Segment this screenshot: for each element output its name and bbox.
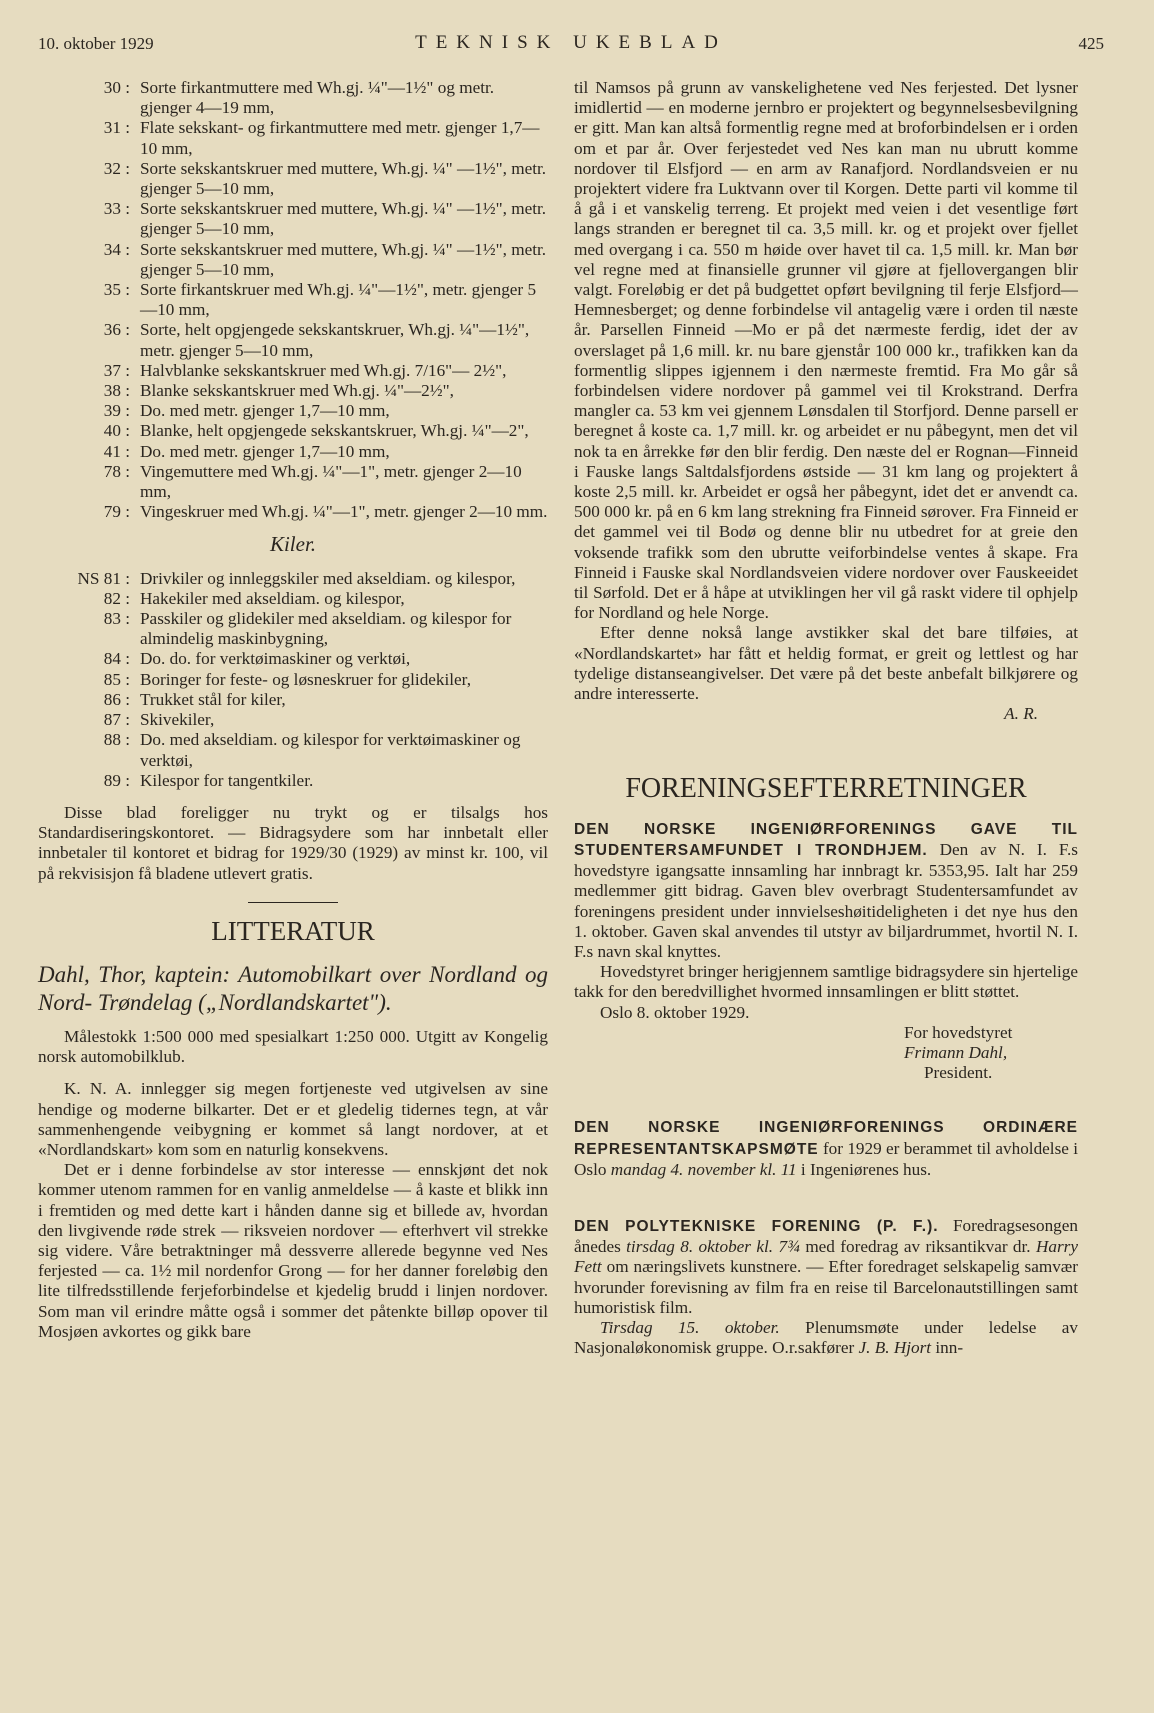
left-column — [38, 78, 548, 1342]
list-item: 88 : Do. med akseldiam. og kilespor for verktøimaskiner og verktøi, — [103, 730, 521, 770]
poly-notice-2: Tirsdag 15. oktober. Plenumsmøte under ledelse av Nasjonaløkonomisk gruppe. O.r.sakfører J. B. Hjort inn- — [574, 1317, 1079, 1358]
page-number: 425 — [1078, 34, 1104, 53]
poly-notice: DEN POLYTEKNISKE FORENING (P. F.). Foredragsesongen ånedes tirsdag 8. oktober kl. 7¾ med foredrag av riksantikvar dr. Harry Fett om næringslivets kunstnere. — Efter foredraget selskapelig samvær hvorunder forevisning av film fra en reise til Barcelonautstillingen samt humoristisk film. — [574, 1215, 1078, 1317]
list-item: 79 : Vingeskruer med Wh.gj. ¼"—1", metr. gjenger 2—10 mm. — [103, 502, 548, 522]
page-header — [38, 28, 1104, 58]
gift-signature-title: President. — [924, 1063, 993, 1083]
right-column — [574, 78, 1078, 1358]
review-signature: A. R. — [1004, 704, 1038, 724]
list-item: 86 : Trukket stål for kiler, — [103, 689, 286, 709]
list-item: 40 : Blanke, helt opgjengede sekskantskruer, Wh.gj. ¼"—2", — [103, 421, 529, 441]
review-paragraph: Efter denne nokså lange avstikker skal det bare tilføies, at «Nordlandskartet» har fått et heldig format, er greit og lettlest og har tydelige distanseangivelser. Det være på det beste anbefalt bilkjørere og andre interesserte. — [574, 623, 1078, 704]
litteratur-heading: LITTERATUR — [211, 915, 375, 946]
gift-signature-line: For hovedstyret — [904, 1022, 1013, 1042]
list-item: 34 : Sorte sekskantskruer med muttere, Wh.gj. ¼" —1½", metr. gjenger 5—10 mm, — [103, 239, 547, 279]
list-item: 37 : Halvblanke sekskantskruer med Wh.gj. 7/16"— 2½", — [103, 360, 507, 380]
scale-line: Målestokk 1:500 000 med spesialkart 1:250 000. Utgitt av Kongelig norsk automobilklub. — [38, 1026, 548, 1067]
gift-thanks: Hovedstyret bringer herigjennem samtlige bidragsydere sin hjertelige takk for den beredvillighet hvormed innsamlingen er blitt støttet. — [574, 962, 1078, 1002]
rep-heading: DEN NORSKE INGENIØRFORENINGS ORDINÆRE REPRESENTANTSKAPSMØTE — [574, 1119, 1078, 1158]
list-item: 87 : Skivekiler, — [103, 710, 215, 730]
review-paragraph: Det er i denne forbindelse av stor interesse — ennskjønt det nok kommer utenom rammen for en vanlig anmeldelse — å kaste et blikk inn i fremtiden og med dette kart i hånden danne sig et billede av, hvordan den livgivende røde strek — riksveien nordover — efterhvert vil strekke sig videre. Våre betraktninger må dessverre allerede begynne ved Nes ferjested — ca. 1½ mil nordenfor Grong — for her danner foreløbig den lite tilfredsstillende ferjeforbindelse et kjedelig brudd i linjen nordover. Som man vil erindre måtte også i sommer det påtenkte billøp opover til Mosjøen avkortes og gikk bare — [38, 1160, 548, 1341]
list-item: 82 : Hakekiler med akseldiam. og kilespor, — [103, 588, 405, 608]
list-item: 39 : Do. med metr. gjenger 1,7—10 mm, — [103, 401, 390, 421]
gift-heading: DEN NORSKE INGENIØRFORENINGS GAVE TIL STUDENTERSAMFUNDET I TRONDHJEM. — [574, 820, 1078, 859]
kiler-entries — [38, 569, 548, 791]
poly-heading: DEN POLYTEKNISKE FORENING (P. F.). — [574, 1217, 939, 1235]
publication-title: TEKNISK UKEBLAD — [415, 32, 727, 53]
gift-notice: DEN NORSKE INGENIØRFORENINGS GAVE TIL STUDENTERSAMFUNDET I TRONDHJEM. Den av N. I. F.s hovedstyre igangsatte innsamling har innbragt kr. 5353,95. Ialt har 259 medlemmer gitt bidrag. Gaven blev overbragt Studentersamfundet av foreningens president under innvielseshøitideligheten i det nye hus den 1. oktober. Gaven skal anvendes til utstyr av biljardrummet, hvortil N. I. F.s navn skal knyttes. — [574, 820, 1078, 961]
list-item: 89 : Kilespor for tangentkiler. — [103, 770, 314, 790]
kiler-heading: Kiler. — [269, 532, 317, 557]
list-item: 78 : Vingemuttere med Wh.gj. ¼"—1", metr. gjenger 2—10 mm, — [103, 461, 522, 502]
review-continuation: til Namsos på grunn av vanskelighetene ved Nes ferjested. Det lysner imidlertid — en moderne jernbro er projektert og begynnelsesbevilgning er gitt. Man kan altså formentlig regne med at broforbindelsen er i orden om et par år. Over ferjestedet ved Nes kan man nu ubrutt komme nordover til Elsfjord — en arm av Ranafjord. Nordlandsveien er nu projektert videre fra Luktvann over til Korgen. Dette parti vil komme til å gå i et vanskelig terreng. Et projekt med veien i det vesentlige ført langs stranden er beregnet til ca. 3,5 mill. kr. og et projekt over fjellet med overgang i ca. 550 m høide over havet til ca. 1,5 mill. kr. Man bør vel regne med at finansielle grunner vil gjøre at fjellovergangen blir valgt. Foreløbig er det på budgettet opført bevilgning til ferje Elsfjord—Hemnesberget; og denne forbindelse vil antagelig være i orden til næste år. Parsellen Finneid —Mo er på det nærmeste ferdig, idet der av overslaget på 1,6 mill. kr. nu bare gjenstår 100 000 kr., trafikken kan da formentlig slippes igjennem i den nærmeste fremtid. Fra Mo går så forbindelsen videre nordover på gammel vei til Krokstrand. Derfra mangler ca. 53 km vei gjennem Lønsdalen til Storfjord. Denne parsell er beregnet å koste ca. 1,7 mill. kr. og arbeidet er nu påbegynt, men det vil nok ta en årrekke før den blir ferdig. Den næste del er Rognan—Finneid i Fauske langs Saltdalsfjordens østside — 31 km lang og projektert å koste 2,5 mill. kr. Arbeidet er også her påbegynt, idet det er anvendt ca. 500 000 kr. på en 6 km lang strekning fra Finneid sørover. Fra Finneid er det gammel vei til Bodø og denne blir nu utbedret for at greie den voksende trafikk som den ubrutte veiforbindelse ventes å skape. Fra Finneid i Fauske skal Nordlandsveien videre nordover over Fauskeeidet til Sørfold. Det er å håpe at utviklingen her vil gå raskt videre til ophjelp for Nordland og hele Norge. — [574, 78, 1078, 623]
review-paragraph: K. N. A. innlegger sig megen fortjeneste ved utgivelsen av sine hendige og moderne bilkarter. Det er et gledelig tidernes tegn, at vår sammenhengende veibygning er kommet så langt nordover, at et «Nordlandskart» kom som en naturlig konsekvens. — [38, 1079, 548, 1159]
list-item: 84 : Do. do. for verktøimaskiner og verktøi, — [103, 649, 411, 669]
book-title: Dahl, Thor, kaptein: Automobilkart over Nordland og Nord- Trøndelag („Nordlandskartet"). — [38, 961, 548, 1015]
list-item: 83 : Passkiler og glidekiler med akseldiam. og kilespor for almindelig maskinbygning, — [103, 609, 512, 649]
standard-entries — [38, 78, 548, 522]
list-item: 33 : Sorte sekskantskruer med muttere, Wh.gj. ¼" —1½", metr. gjenger 5—10 mm, — [103, 199, 547, 239]
list-item: 32 : Sorte sekskantskruer med muttere, Wh.gj. ¼" —1½", metr. gjenger 5—10 mm, — [103, 158, 547, 199]
divider — [248, 902, 338, 903]
header-date: 10. oktober 1929 — [38, 34, 154, 53]
list-item: 85 : Boringer for feste- og løsneskruer for glidekiler, — [103, 669, 472, 689]
list-item: 38 : Blanke sekskantskruer med Wh.gj. ¼"—2½", — [103, 381, 454, 401]
gift-signature-name: Frimann Dahl, — [904, 1042, 1008, 1062]
rep-notice: DEN NORSKE INGENIØRFORENINGS ORDINÆRE REPRESENTANTSKAPSMØTE for 1929 er berammet til avholdelse i Oslo mandag 4. november kl. 11 i Ingeniørenes hus. — [574, 1119, 1078, 1179]
standards-note: Disse blad foreligger nu trykt og er tilsalgs hos Standardiseringskontoret. — Bidragsydere som har innbetalt eller innbetaler til kontoret et bidrag for 1929/30 (1929) av minst kr. 100, vil på rekvisisjon få bladene utlevert gratis. — [38, 802, 548, 883]
list-item: 31 : Flate sekskant- og firkantmuttere med metr. gjenger 1,7—10 mm, — [103, 118, 540, 158]
list-item: 30 : Sorte firkantmuttere med Wh.gj. ¼"—1½" og metr. gjenger 4—19 mm, — [103, 78, 495, 118]
list-item: 35 : Sorte firkantskruer med Wh.gj. ¼"—1½", metr. gjenger 5—10 mm, — [103, 280, 537, 320]
foreningsefterretninger-heading: FORENINGSEFTERRETNINGER — [625, 772, 1027, 804]
list-item: 36 : Sorte, helt opgjengede sekskantskruer, Wh.gj. ¼"—1½", metr. gjenger 5—10 mm, — [103, 320, 530, 360]
list-item: NS 81 : Drivkiler og innleggskiler med akseldiam. og kilespor, — [77, 568, 516, 588]
list-item: 41 : Do. med metr. gjenger 1,7—10 mm, — [103, 441, 390, 461]
gift-date: Oslo 8. oktober 1929. — [600, 1002, 750, 1022]
